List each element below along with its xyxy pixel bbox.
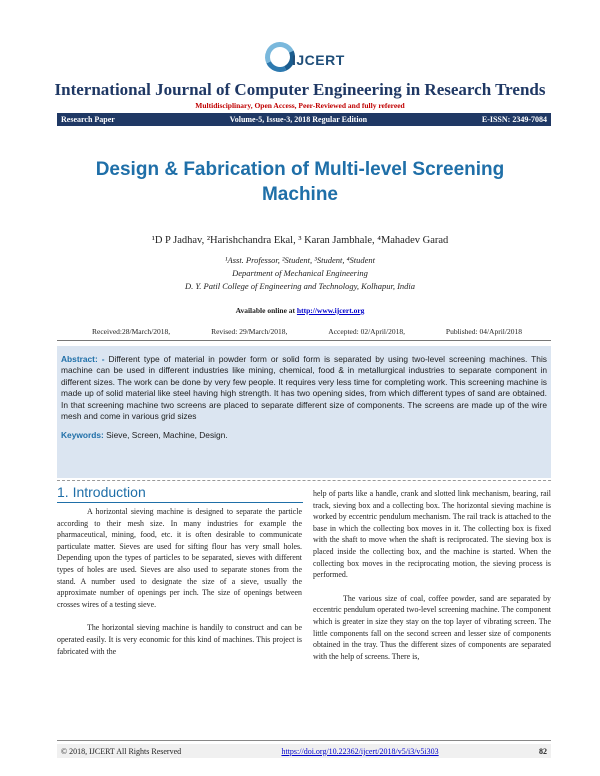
paragraph: The horizontal sieving machine is handily to construct and can be operated easily. It is very economic for this kind of machines. This project is fabricated with the xyxy=(57,623,302,656)
page-number: 82 xyxy=(539,746,547,756)
paper-type: Research Paper xyxy=(61,115,115,124)
abstract-box xyxy=(57,346,551,478)
body-column-left xyxy=(57,506,302,657)
divider xyxy=(57,740,551,741)
issn: E-ISSN: 2349-7084 xyxy=(481,115,547,124)
keywords-text: Sieve, Screen, Machine, Design. xyxy=(106,430,228,441)
paragraph: The various size of coal, coffee powder, sand are separated by eccentric pendulum operated two-level screening machine. The component which is greater in size they stay on the top layer of vibrating screen. The little components fall on the second screen and lesser size of components obtained in the tray. Thus the different sizes of components are separated with the help of screens. There is, xyxy=(313,593,551,661)
journal-info-bar xyxy=(57,113,551,126)
revised-date: Revised: 29/March/2018, xyxy=(211,327,288,336)
logo-text: IJCERT xyxy=(292,52,345,68)
divider xyxy=(57,480,551,481)
paper-title: Design & Fabrication of Multi-level Screening Machine xyxy=(95,159,505,205)
author-roles: ¹Asst. Professor, ²Student, ³Student, ⁴Student xyxy=(224,255,376,265)
abstract-label: Abstract: - xyxy=(61,354,105,364)
doi-link[interactable]: https://doi.org/10.22362/ijcert/2018/v5/i3/v5i303 xyxy=(281,746,439,756)
author-list: ¹D P Jadhav, ²Harishchandra Ekal, ³ Karan Jambhale, ⁴Mahadev Garad xyxy=(151,235,449,246)
section-heading: 1. Introduction xyxy=(57,484,146,500)
page-footer xyxy=(57,744,551,758)
abstract-text: Different type of material in powder form or solid form is separated by using two-level screening machines. This machine can be used in different industries like mining, chemical, food & in metallurgical industries to separate component in different sizes. The work can be done by very few people. It requires very less time for completing work. This screening machine is made up of solid material like steel having high strength. It has two opening sides, from which different types of sand are obtained. In that screening machine two screens are placed to separate different size of components. The screens are made up of the wire mesh and come in various grid sizes xyxy=(61,354,547,422)
volume-info: Volume-5, Issue-3, 2018 Regular Edition xyxy=(229,115,368,124)
keywords-label: Keywords: xyxy=(61,430,104,441)
journal-url-link[interactable]: http://www.ijcert.org xyxy=(296,306,365,315)
availability xyxy=(0,306,600,315)
accepted-date: Accepted: 02/April/2018, xyxy=(328,327,405,336)
journal-logo xyxy=(262,38,345,82)
received-date: Received:28/March/2018, xyxy=(92,327,171,336)
paragraph: A horizontal sieving machine is designed to separate the particle according to their mesh size. In many industries for example the pharmaceutical, mining, food, etc. it is often desirable to communicate particulate matter. Sieves are used for sifting flour has very small holes. Depending upon the types of particles to be separated, sieves with different types of holes are used. Sieves are also used to separate stones from the stand. A number used to designate the size of a sieve, usually the approximate number of openings per inch. The size of openings between crosses wires of a testing sieve. xyxy=(57,507,302,609)
department: Department of Mechanical Engineering xyxy=(232,268,368,278)
keywords xyxy=(61,430,547,441)
available-label: Available online at xyxy=(235,306,296,315)
published-date: Published: 04/April/2018 xyxy=(445,327,522,336)
paragraph: help of parts like a handle, crank and slotted link mechanism, bearing, rail track, sieving box and a collecting box. The horizontal sieving machine is worked by eccentric pendulum mechanism. The rail track is attached to the base in which the collecting box moves in it. The collecting box is fixed with the shaft to move when the shaft is reciprocated. The sieving box is placed inside the collecting box, and the machine is started. When the collecting box moves in the reciprocating motion, the sieving process is performed. xyxy=(313,489,551,580)
body-column-right xyxy=(313,488,551,662)
copyright: © 2018, IJCERT All Rights Reserved xyxy=(61,746,182,756)
abstract xyxy=(61,354,547,422)
divider xyxy=(57,502,303,503)
divider xyxy=(57,340,551,341)
journal-title: International Journal of Computer Engineering in Research Trends xyxy=(54,80,546,99)
date-line xyxy=(92,327,522,336)
college: D. Y. Patil College of Engineering and Technology, Kolhapur, India xyxy=(184,281,416,291)
journal-subtitle: Multidisciplinary, Open Access, Peer-Reviewed and fully refereed xyxy=(195,101,405,110)
